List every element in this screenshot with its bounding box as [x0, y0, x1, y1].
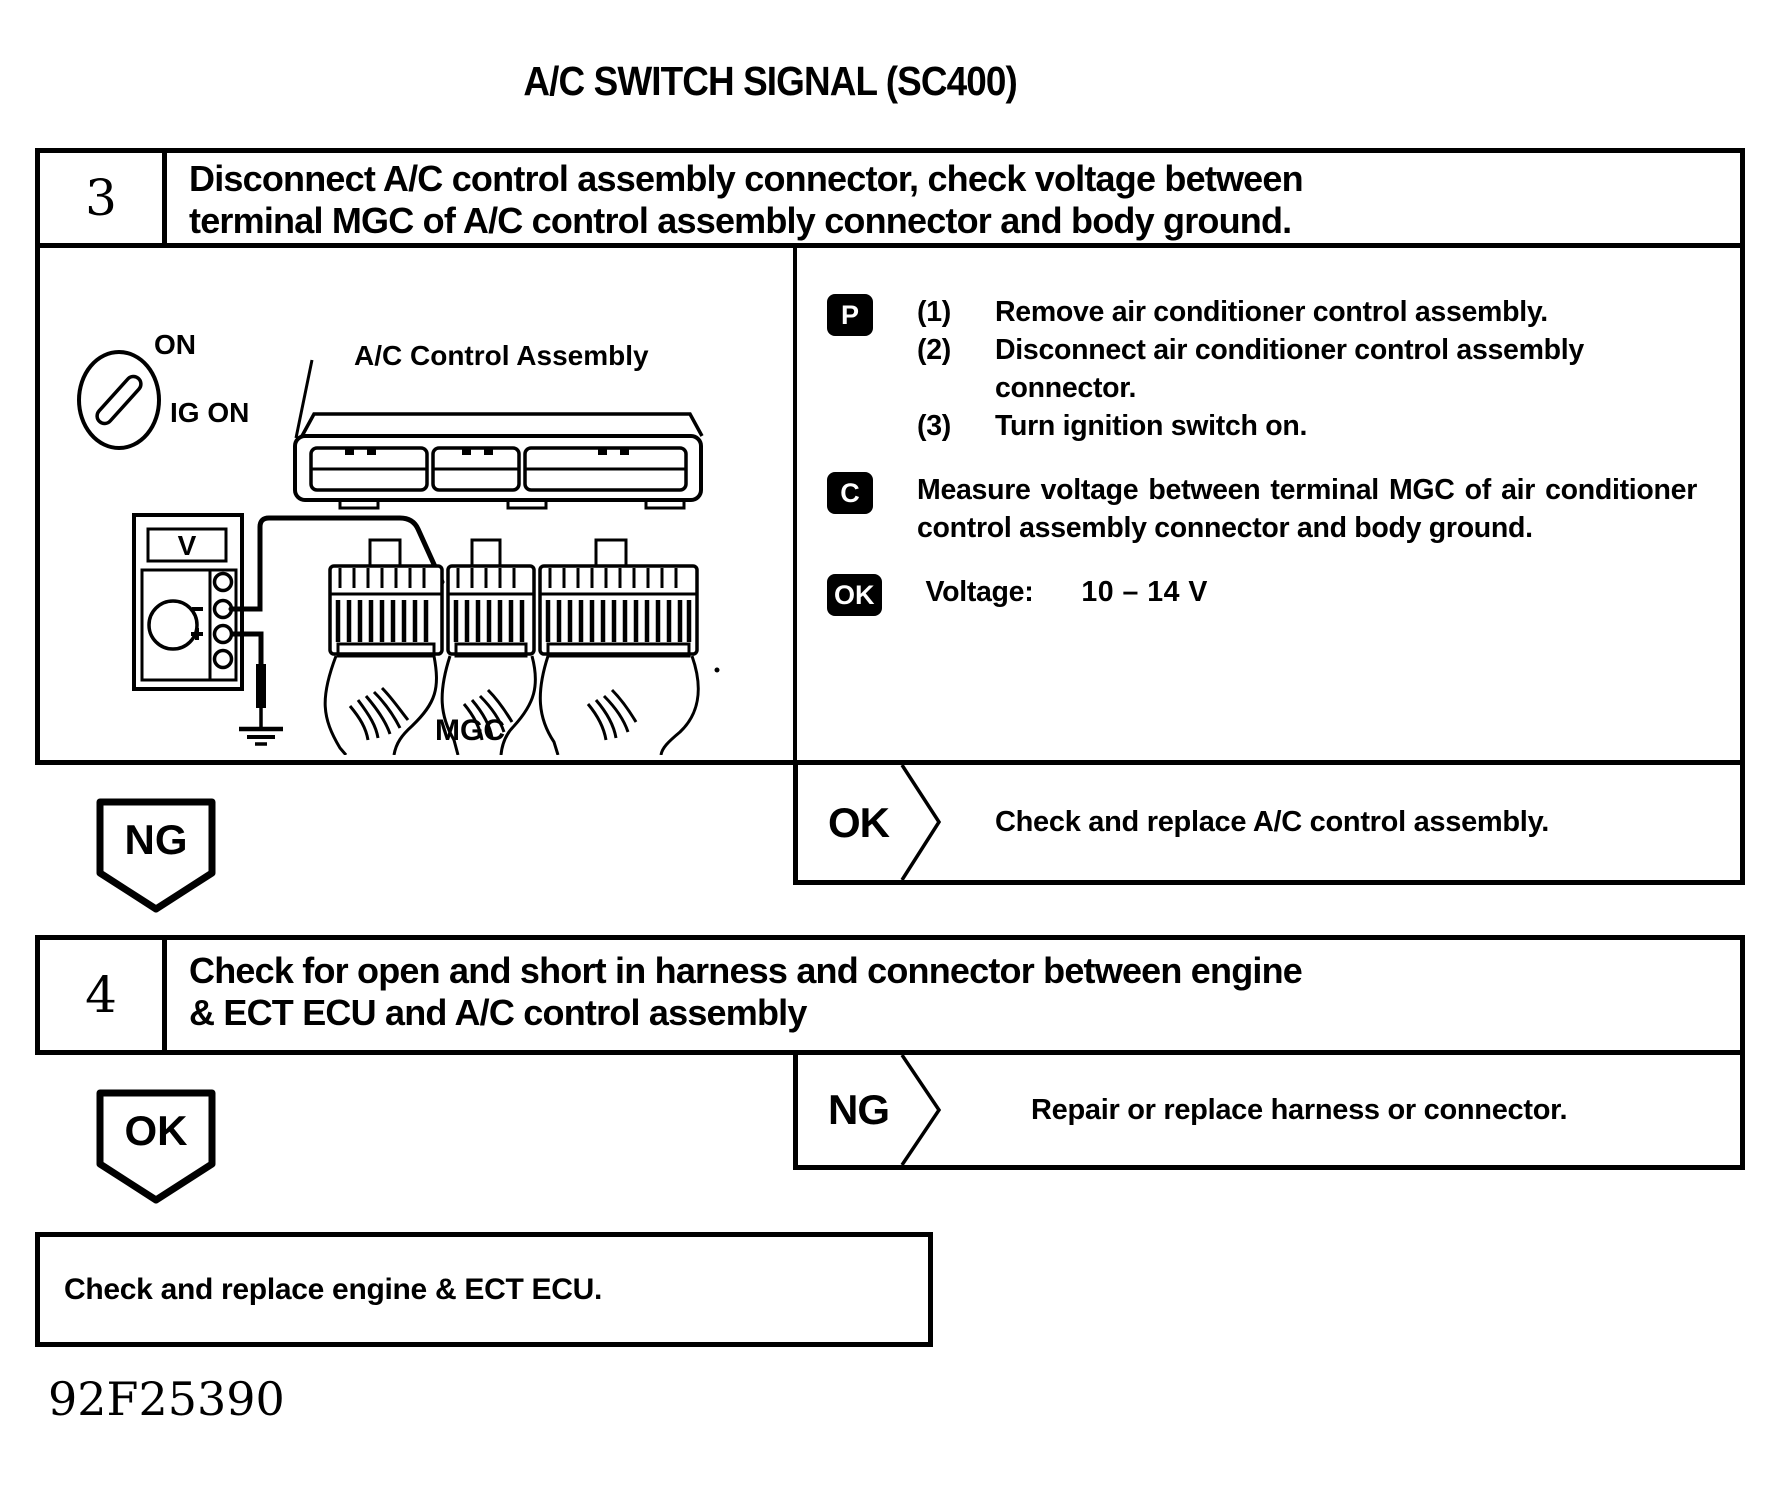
final-action-box [35, 1232, 933, 1347]
step3-ok-branch-label: OK [828, 798, 889, 846]
branch-chevron-icon [899, 765, 943, 880]
harness-bundle-3-icon [540, 656, 698, 755]
step4-ng-branch-box [793, 1050, 1745, 1170]
assembly-leader-line [296, 360, 312, 438]
prepare-step-2 [917, 331, 1710, 407]
harness-bundle-1-icon [325, 656, 436, 755]
ignition-key-icon [79, 352, 159, 448]
step4-number: 4 [40, 940, 167, 1050]
connector-block-2-icon [448, 540, 534, 656]
check-badge: C [827, 472, 873, 514]
connector-block-3-icon [540, 540, 697, 656]
voltage-spec-label: Voltage: [925, 576, 1034, 608]
voltmeter-display-label: V [177, 530, 197, 561]
step3-box [35, 148, 1745, 248]
step4-box [35, 935, 1745, 1055]
check-body [917, 471, 1697, 547]
step4-ng-branch-label: NG [828, 1086, 889, 1133]
step4-instruction: Check for open and short in harness and connector between engine & ECT ECU and A/C control assembly [189, 950, 1302, 1033]
final-action-text: Check and replace engine & ECT ECU. [64, 1272, 602, 1306]
check-text: Measure voltage between terminal MGC of air conditioner control assembly connector and body ground. [917, 474, 1697, 544]
ac-control-assembly-icon [295, 414, 702, 508]
step3-ok-branch-action: Check and replace A/C control assembly. [995, 806, 1549, 838]
step4-ng-branch-action: Repair or replace harness or connector. [1031, 1093, 1568, 1126]
voltage-spec-value: 10 – 14 V [1081, 576, 1208, 608]
prepare-step-3-number: (3) [917, 410, 951, 442]
ink-speck [715, 668, 720, 673]
step3-number: 3 [40, 153, 167, 243]
prepare-step-1-number: (1) [917, 296, 951, 328]
ok-flow-label: OK [124, 1107, 188, 1154]
page-title [35, 58, 1505, 105]
ok-flow-connector [95, 1088, 217, 1206]
ng-flow-label: NG [124, 816, 188, 863]
branch-chevron-icon [899, 1055, 943, 1165]
assembly-label: A/C Control Assembly [354, 340, 649, 371]
figure-code: 92F25390 [48, 1372, 285, 1426]
prepare-step-2-number: (2) [917, 334, 951, 366]
connector-block-1-icon [330, 540, 442, 656]
ignition-on-label: ON [154, 329, 196, 360]
prepare-steps [917, 293, 1710, 445]
ok-spec-badge: OK [827, 574, 882, 616]
terminal-mgc-label: MGC [435, 714, 505, 747]
spec-body [926, 573, 1208, 611]
ignition-ig-on-label: IG ON [170, 397, 250, 428]
check-row [827, 471, 1710, 547]
spec-row [827, 573, 1710, 616]
step3-notes [797, 248, 1740, 760]
step3-detail-panel [35, 248, 1745, 765]
prepare-row [827, 293, 1710, 445]
prepare-step-2-text: Disconnect air conditioner control assembly connector. [995, 334, 1584, 404]
prepare-step-3 [917, 407, 1710, 445]
page-title-text: A/C SWITCH SIGNAL (SC400) [523, 58, 1017, 104]
prepare-badge: P [827, 294, 873, 336]
wiring-diagram-illustration [40, 248, 793, 755]
ng-flow-connector [95, 797, 217, 915]
voltmeter-icon [134, 515, 242, 689]
prepare-step-1 [917, 293, 1710, 331]
prepare-step-3-text: Turn ignition switch on. [995, 410, 1308, 442]
step3-instruction: Disconnect A/C control assembly connector, check voltage between terminal MGC of A/C control assembly connector and body ground. [189, 158, 1303, 241]
prepare-step-1-text: Remove air conditioner control assembly. [995, 296, 1548, 328]
step3-diagram [40, 248, 797, 760]
step3-ok-branch-box [793, 760, 1745, 885]
